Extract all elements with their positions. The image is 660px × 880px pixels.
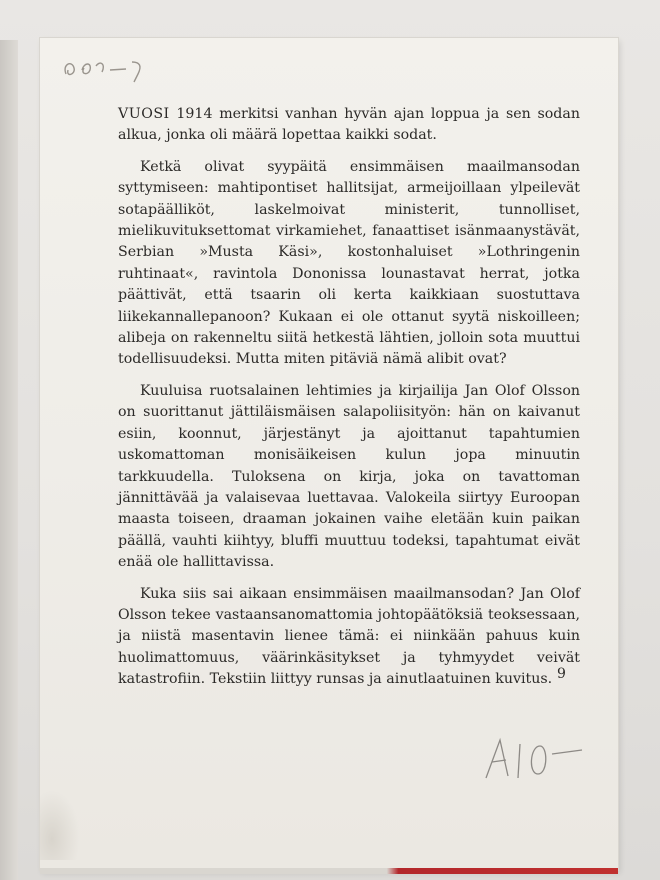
pencil-price-note xyxy=(478,728,588,788)
worn-corner xyxy=(40,790,80,860)
paragraph-2: Ketkä olivat syypäitä ensimmäisen maailmansodan syttymiseen: mahtipontiset hallitsijat, armeijoillaan ylpeilevät sotapäälliköt, laskelmoivat ministerit, tunnolliset, mielikuvituksettomat virkamiehet, fanaattiset isänmaanystävät, Serbian »Musta Käsi», kostonhaluiset »Lothringenin ruhtinaat«, ravintola Dononissa lounastavat herrat, jotka päättivät, että tsaarin oli kerta kaikkiaan suostuttava liikekannallepanoon? Kukaan ei ole ottanut syytä niskoilleen; alibeja on rakenneltu siitä hetkestä lähtien, jolloin sota muuttui todellisuudeksi. Mutta miten pitäviä nämä alibit ovat? xyxy=(118,158,580,368)
handwritten-scribble xyxy=(48,40,188,90)
paragraph-lead: VUOSI xyxy=(118,106,170,122)
paragraph-3: Kuuluisa ruotsalainen lehtimies ja kirjailija Jan Olof Olsson on suorittanut jättiläismäisen salapoliisityön: hän on kaivanut esiin, koonnut, järjestänyt ja ajoittanut tapahtumien uskomattoman monisäikeisen kulun jopa minuutin tarkkuudella. Tuloksena on kirja, joka on tavattoman jännittävää ja valaisevaa luettavaa. Valokeila siirtyy Euroopan maasta toiseen, draaman jokainen vaihe eletään kuin paikan päällä, vauhti kiihtyy, bluffi muuttuu todeksi, tapahtumat eivät enää ole hallittavissa. xyxy=(118,382,580,571)
page-number: 9 xyxy=(557,666,566,682)
blurb-text xyxy=(118,104,580,701)
paragraph-1 xyxy=(118,104,580,147)
paragraph-4: Kuka siis sai aikaan ensimmäisen maailmansodan? Jan Olof Olsson tekee vastaansanomattomia johtopäätöksiä teoksessaan, ja niistä masentavin lienee tämä: ei niinkään pahuus kuin huolimattomuus, väärinkäsitykset ja tyhmyydet veivät katastrofiin. Tekstiin liittyy runsas ja ainutlaatuinen kuvitus. xyxy=(118,585,580,688)
book-side-edge xyxy=(0,40,18,880)
paragraph-1-text: 1914 merkitsi vanhan hyvän ajan loppua ja sen sodan alkua, jonka oli määrä lopettaa kaikki sodat. xyxy=(118,106,580,144)
